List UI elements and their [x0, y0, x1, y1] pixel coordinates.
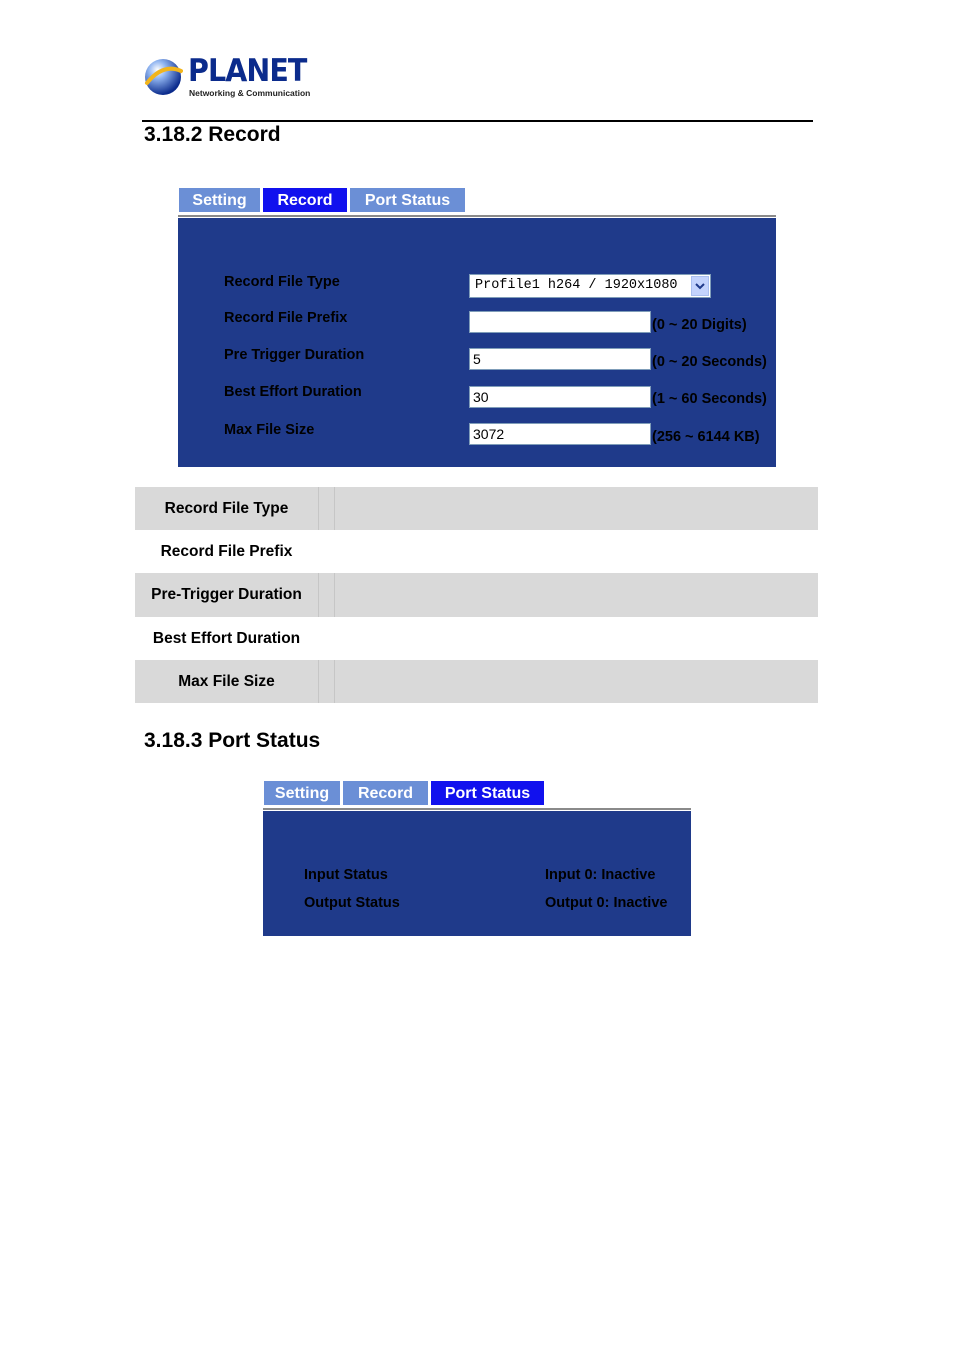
- table-cell-separator: [318, 660, 335, 703]
- globe-icon: [143, 57, 183, 97]
- section-title-record: 3.18.2 Record: [144, 123, 281, 146]
- select-arrow-button[interactable]: [691, 276, 709, 296]
- record-file-prefix-input[interactable]: [469, 311, 651, 333]
- input-status-label: Input Status: [304, 867, 388, 883]
- section-title-port-status: 3.18.3 Port Status: [144, 729, 321, 752]
- pre-trigger-duration-hint: (0 ~ 20 Seconds): [652, 354, 767, 370]
- best-effort-duration-label: Best Effort Duration: [224, 384, 362, 400]
- tab-port-status[interactable]: Port Status: [430, 780, 545, 806]
- table-cell-label: Record File Prefix: [160, 542, 293, 560]
- table-cell-label: Best Effort Duration: [152, 629, 301, 647]
- chevron-down-icon: [692, 277, 708, 295]
- tab-setting[interactable]: Setting: [263, 780, 341, 806]
- tab-record[interactable]: Record: [342, 780, 429, 806]
- logo-wordmark: PLANET: [188, 53, 307, 89]
- tab-bar-rule: [263, 808, 691, 810]
- table-row: [135, 617, 818, 660]
- table-row: [135, 660, 818, 703]
- output-status-value: Output 0: Inactive: [545, 895, 668, 911]
- record-file-type-label: Record File Type: [224, 274, 340, 290]
- pre-trigger-duration-label: Pre Trigger Duration: [224, 347, 365, 363]
- max-file-size-input[interactable]: [469, 423, 651, 445]
- header-divider: [142, 120, 813, 122]
- input-status-value: Input 0: Inactive: [545, 867, 656, 883]
- table-cell-label: Record File Type: [164, 499, 289, 517]
- record-file-prefix-label: Record File Prefix: [224, 310, 348, 326]
- table-row: [135, 530, 818, 573]
- table-cell-label: Max File Size: [178, 672, 275, 690]
- record-file-type-value: Profile1 h264 / 1920x1080: [475, 278, 678, 293]
- table-row: [135, 487, 818, 530]
- table-row: [135, 573, 818, 617]
- record-file-prefix-hint: (0 ~ 20 Digits): [652, 317, 747, 333]
- tab-record[interactable]: Record: [262, 187, 348, 213]
- table-cell-label: Pre-Trigger Duration: [151, 586, 302, 603]
- tab-setting[interactable]: Setting: [178, 187, 261, 213]
- max-file-size-hint: (256 ~ 6144 KB): [652, 429, 760, 445]
- table-cell-separator: [318, 573, 335, 617]
- tab-bar-rule: [178, 215, 776, 217]
- best-effort-duration-hint: (1 ~ 60 Seconds): [652, 391, 767, 407]
- table-cell-separator: [318, 487, 335, 530]
- output-status-label: Output Status: [304, 895, 400, 911]
- planet-logo: [143, 55, 313, 100]
- pre-trigger-duration-input[interactable]: [469, 348, 651, 370]
- tab-port-status[interactable]: Port Status: [349, 187, 466, 213]
- record-file-type-select[interactable]: [469, 274, 711, 298]
- max-file-size-label: Max File Size: [224, 422, 315, 438]
- logo-tagline: Networking & Communication: [189, 88, 311, 98]
- best-effort-duration-input[interactable]: [469, 386, 651, 408]
